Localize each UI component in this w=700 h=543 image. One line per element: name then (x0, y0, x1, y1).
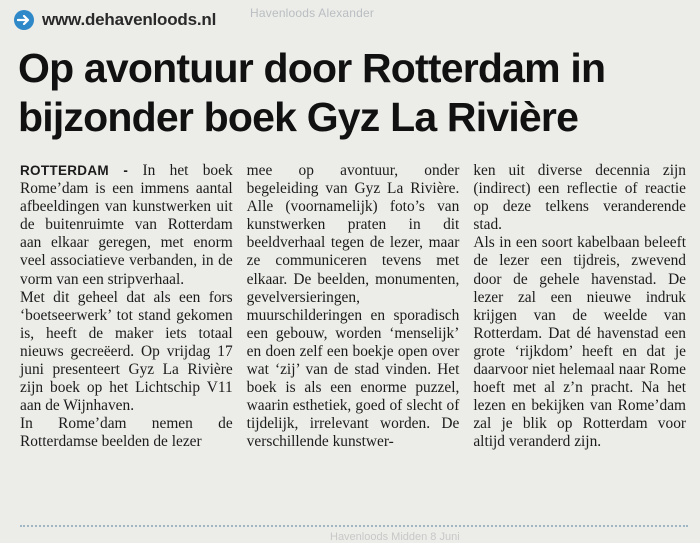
article-body (20, 162, 686, 452)
paragraph (20, 162, 233, 289)
article-column-3 (473, 162, 686, 452)
headline (18, 44, 688, 142)
paragraph-text: In het boek Rome’dam is een immens aantal afbeeldingen van kunstwerken uit de buitenruimte van Rotterdam aan elkaar geregen, met enorm veel associatieve verbanden, in de vorm van een stripverhaal. (20, 162, 233, 288)
article-column-1 (20, 162, 233, 452)
headline-line-2: bijzonder boek Gyz La Rivière (18, 94, 579, 140)
site-url[interactable]: www.dehavenloods.nl (42, 10, 217, 29)
bottom-divider (20, 525, 688, 527)
paragraph: Als in een soort kabelbaan beleeft de lezer een tijdreis, zwevend door de gehele havenstad. De lezer zal een nieuwe indruk krijgen van de weelde van Rotterdam. Dat dé havenstad een grote ‘rijkdom’ heeft en dat je daarvoor niet helemaal naar Rome hoeft met al z’n pracht. Na het lezen en bekijken van Rome’dam zal je blik op Rotterdam voor altijd veranderd zijn. (473, 234, 687, 451)
bleed-through-footer: Havenloods Midden 8 Juni (330, 531, 460, 543)
article-column-2 (247, 162, 460, 452)
paragraph: mee op avontuur, onder begeleiding van Gyz La Rivière. Alle (voornamelijk) foto’s van kunstwerken praten in dit beeldverhaal tegen de lezer, maar ze communiceren tevens met elkaar. De beelden, monumenten, gevelversieringen, muurschilderingen en sporadisch een gebouw, worden ‘menselijk’ en doen zelf een boekje open over wat ‘zij’ van de stad vinden. Het boek is als een enorme puzzel, waarin esthetiek, goed of slecht of tijdelijk, irrelevant worden. De verschillende kunstwer- (246, 162, 460, 451)
headline-line-1: Op avontuur door Rotterdam in (18, 45, 606, 91)
paragraph: ken uit diverse decennia zijn (indirect) een reflectie of reactie op deze telkens veranderende stad. (473, 162, 687, 234)
paragraph: In Rome’dam nemen de Rotterdamse beelden de lezer (20, 415, 233, 451)
arrow-logo-icon (14, 10, 34, 30)
dateline: ROTTERDAM - (20, 163, 129, 178)
paragraph: Met dit geheel dat als een fors ‘boetseerwerk’ tot stand gekomen is, heeft de maker iets totaal nieuws gecreëerd. Op vrijdag 17 juni presenteert Gyz La Rivière zijn boek op het Lichtschip V11 aan de Wijnhaven. (20, 288, 233, 415)
bleed-through-header: Havenloods Alexander (250, 6, 375, 20)
